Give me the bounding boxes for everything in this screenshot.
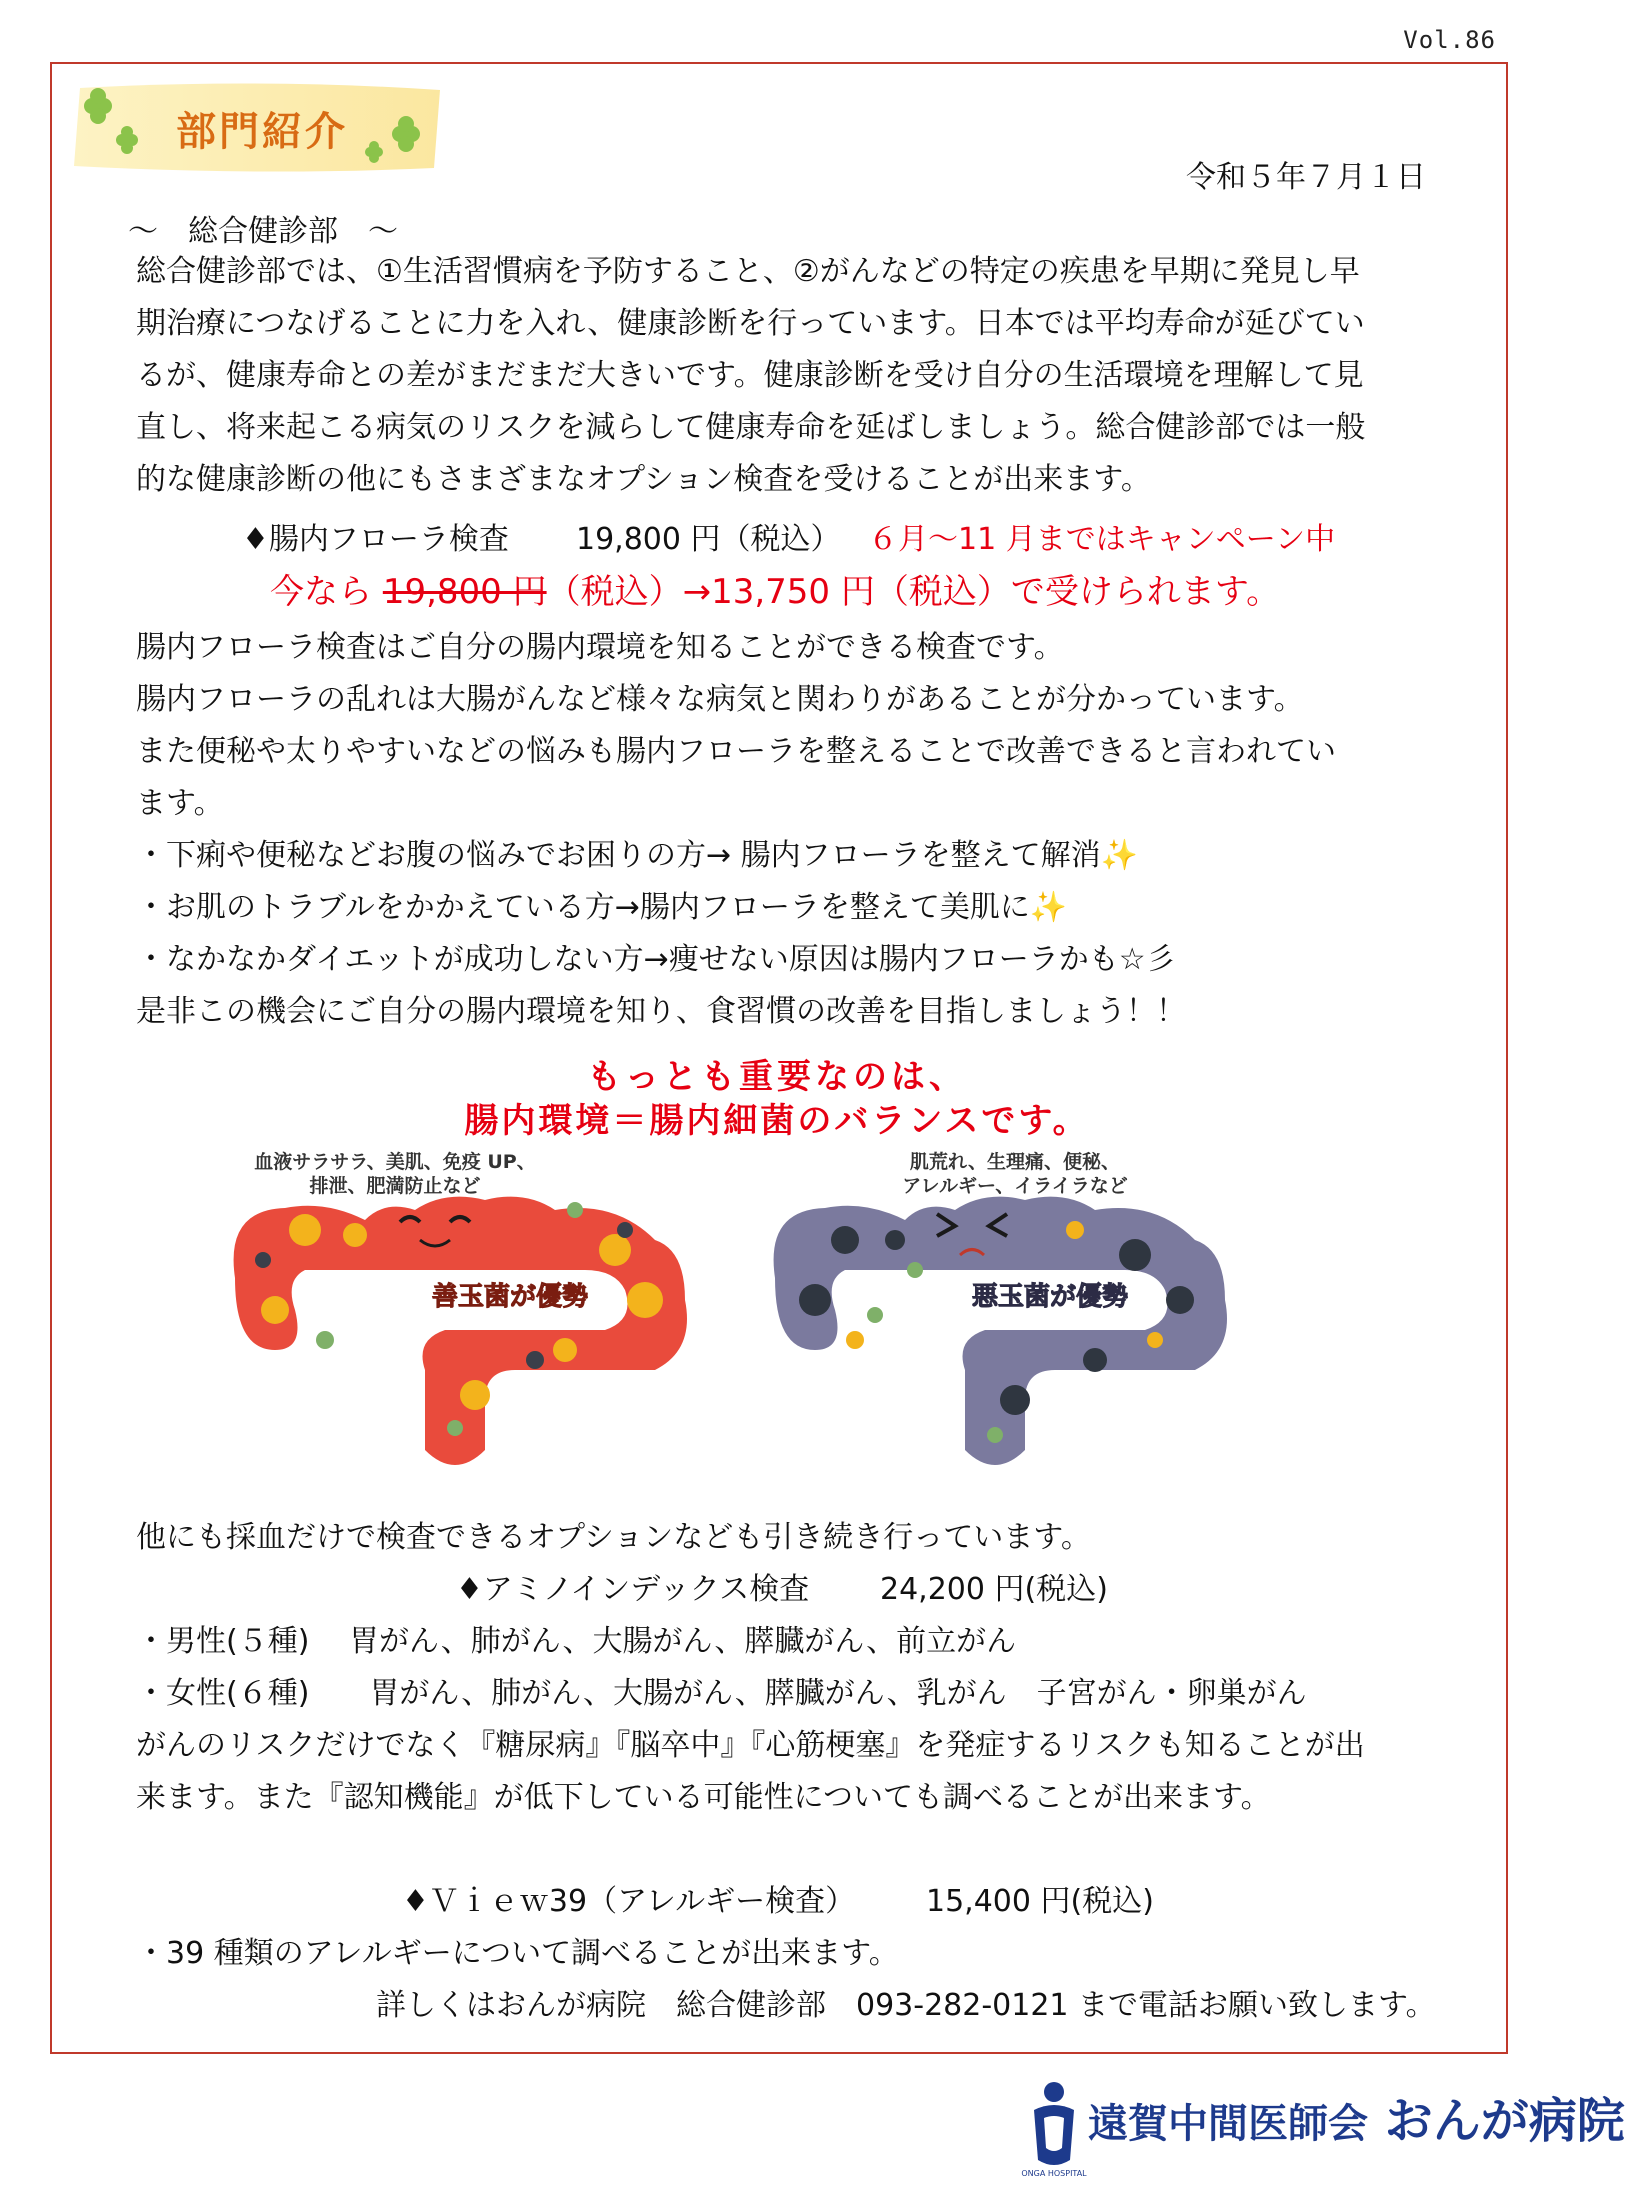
medical-association-name: 遠賀中間医師会 [1088,2101,1368,2147]
now-prefix: 今なら [270,572,372,612]
intro-line-1: 総合健診部では、①生活習慣病を予防すること、②がんなどの特定の疾患を早期に発見し早 [136,254,1360,289]
flora-bullet-3: ・なかなかダイエットが成功しない方→痩せない原因は腸内フローラかも☆彡 [136,942,1176,977]
banner-title: 部門紹介 [176,109,348,155]
view39-desc: ・39 種類のアレルギーについて調べることが出来ます。 [136,1936,899,1971]
bad-caption-1: 肌荒れ、生理痛、便秘、 [909,1151,1121,1173]
view39-price: 15,400 円(税込) [926,1884,1154,1919]
intro-line-2: 期治療につなげることに力を入れ、健康診断を行っています。日本では平均寿命が延びてい [136,306,1365,341]
amino-item: ♦アミノインデックス検査 [456,1572,810,1607]
flora-desc-1: 腸内フローラ検査はご自分の腸内環境を知ることができる検査です。 [136,630,1064,665]
flora-desc-2: 腸内フローラの乱れは大腸がんなど様々な病気と関わりがあることが分かっています。 [136,682,1304,717]
old-price: 19,800 円 [382,572,547,612]
flora-desc-3: また便秘や太りやすいなどの悩みも腸内フローラを整えることで改善できると言われてい [136,734,1336,769]
flora-price: 19,800 円（税込） [576,522,841,557]
amino-risk-1: がんのリスクだけでなく『糖尿病』『脳卒中』『心筋梗塞』を発症するリスクも知ることが出 [136,1728,1365,1763]
view39-item: ♦Ｖｉｅｗ39（アレルギー検査） [402,1884,856,1919]
bad-caption-2: アレルギー、イライラなど [902,1175,1128,1197]
emblem-text: ONGA HOSPITAL [1021,2169,1087,2178]
amino-male: ・男性(５種) 胃がん、肺がん、大腸がん、膵臓がん、前立がん [136,1624,1017,1659]
issue-date: 令和５年７月１日 [1186,160,1426,195]
intro-line-4: 直し、将来起こる病気のリスクを減らして健康寿命を延ばしましょう。総合健診部では一般 [136,410,1366,445]
flora-bullet-1: ・下痢や便秘などお腹の悩みでお困りの方→ 腸内フローラを整えて解消✨ [136,838,1139,873]
good-caption-2: 排泄、肥満防止など [309,1175,481,1197]
illustration-title-2: 腸内環境＝腸内細菌のバランスです。 [464,1101,1090,1141]
flora-closing: 是非この機会にご自分の腸内環境を知り、食習慣の改善を目指しましょう！！ [136,994,1186,1029]
flora-campaign-offer [270,566,1280,618]
section-heading: ～ 総合健診部 ～ [128,214,398,249]
new-price: 13,750 円（税込）で受けられます。 [711,572,1281,612]
amino-price: 24,200 円(税込) [880,1572,1108,1607]
flora-campaign: ６月～11 月まではキャンペーン中 [868,522,1336,557]
volume-number: Vol.86 [1403,26,1496,54]
gut-flora-illustration [215,1050,1339,1490]
old-tax: （税込）→ [546,572,712,612]
flora-desc-4: ます。 [136,786,224,821]
bad-intestine-icon [774,1197,1227,1465]
hospital-name [1088,2082,1625,2151]
flora-item: ♦腸内フローラ検査 [242,522,509,557]
bad-label: 悪玉菌が優勢 [971,1282,1129,1312]
contact-info: 詳しくはおんが病院 総合健診部 093-282-0121 まで電話お願い致します。 [376,1988,1436,2023]
options-intro: 他にも採血だけで検査できるオプションなども引き続き行っています。 [136,1520,1091,1555]
flora-bullet-2: ・お肌のトラブルをかかえている方→腸内フローラを整えて美肌に✨ [136,890,1068,925]
good-intestine-icon [234,1197,687,1465]
hospital-name-text: おんが病院 [1384,2093,1625,2149]
amino-female: ・女性(６種) 胃がん、肺がん、大腸がん、膵臓がん、乳がん 子宮がん・卵巣がん [136,1676,1307,1711]
amino-risk-2: 来ます。また『認知機能』が低下している可能性についても調べることが出来ます。 [136,1780,1271,1815]
illustration-title-1: もっとも重要なのは、 [587,1057,967,1097]
intro-line-5: 的な健康診断の他にもさまざまなオプション検査を受けることが出来ます。 [136,462,1151,497]
hospital-emblem-icon [1034,2082,1074,2165]
good-label: 善玉菌が優勢 [431,1282,589,1312]
good-caption-1: 血液サラサラ、美肌、免疫 UP、 [254,1151,536,1173]
intro-line-3: るが、健康寿命との差がまだまだ大きいです。健康診断を受け自分の生活環境を理解して見 [136,358,1364,393]
